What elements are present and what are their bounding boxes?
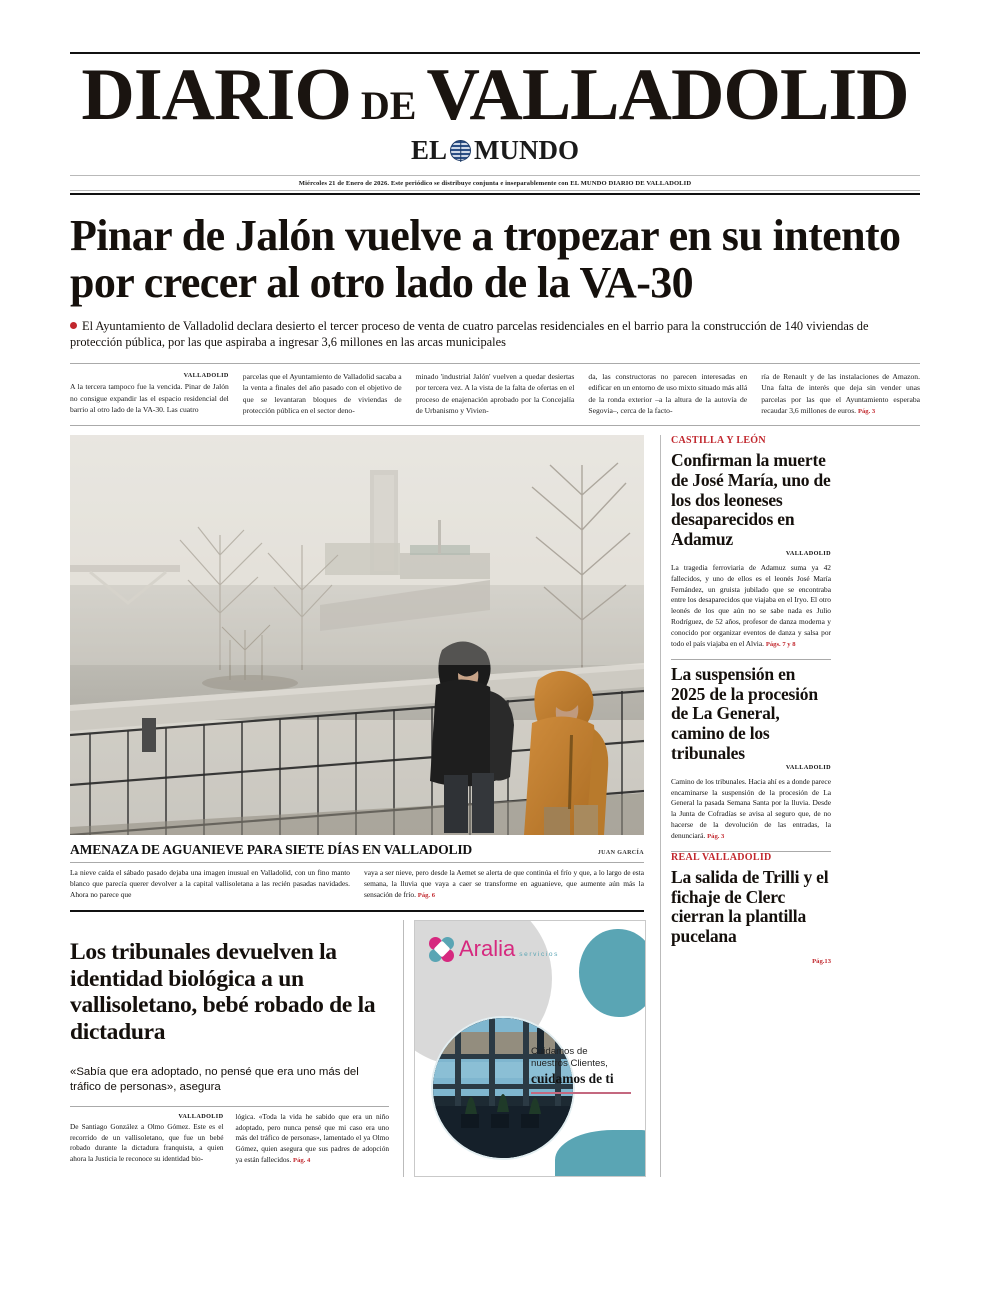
lead-column-1-text: A la tercera tampoco fue la vencida. Pinar de Jalón no consigue expandir las el espacio residencial del barrio al otro lado de la VA-30. Las cuatro: [70, 382, 229, 415]
rail-body-2: [671, 777, 831, 842]
caption-columns: [70, 868, 644, 901]
bottom-headline: Los tribunales devuelven la identidad biológica a un vallisoletano, bebé robado de la dictadura: [70, 939, 376, 1045]
bottom-grid: [70, 920, 644, 1177]
globe-icon: [450, 140, 471, 161]
bottom-columns: [70, 1112, 389, 1165]
bottom-section-rule: [70, 910, 644, 912]
right-rail: [660, 435, 831, 1177]
ad-tagline-underline: [531, 1092, 631, 1094]
lead-bottom-rule: [70, 425, 920, 426]
rail-story-castilla-leon: [671, 435, 831, 650]
photo-page-ref[interactable]: Pág. 6: [417, 891, 436, 899]
rail-page-ref-3[interactable]: Pág.13: [812, 957, 831, 965]
ad-teal-bottom-shape: [555, 1130, 646, 1177]
lead-column-1: [70, 371, 229, 417]
aralia-logo: [429, 937, 559, 962]
photo-caption-headline-row: [70, 842, 644, 858]
rail-location-1: VALLADOLID: [785, 549, 831, 557]
lead-subhead: [70, 318, 920, 351]
caption-column-2-text: vaya a ser nieve, pero desde la Aemet se alerta de que continúa el frío y que, a lo largo de esta semana, la lluvia que vaya a caer se transforme en aguanieve, que aumente aún más la sensación de frío.: [364, 868, 644, 899]
lead-column-5: [761, 371, 920, 417]
bottom-location: VALLADOLID: [178, 1113, 224, 1121]
ad-tagline-line1: Cuidamos de: [531, 1046, 588, 1058]
aralia-wordmark: [459, 935, 559, 961]
rail-headline-1: Confirman la muerte de José María, uno de los dos leoneses desaparecidos en Adamuz: [671, 450, 831, 550]
masthead: [70, 54, 920, 136]
rail-page-ref-1[interactable]: Págs. 7 y 8: [765, 640, 796, 648]
partner-text-mundo: MUNDO: [474, 135, 579, 166]
photo-caption-headline: AMENAZA DE AGUANIEVE PARA SIETE DÍAS EN VALLADOLID: [70, 842, 473, 857]
partner-logo-text: [411, 135, 579, 166]
lead-subhead-text: El Ayuntamiento de Valladolid declara desierto el tercer proceso de venta de cuatro parcelas residenciales en el barrio para la construcción de 140 viviendas de protección pública, por las que aspiraba a ingresar 3,6 millones en las arcas municipales: [70, 318, 869, 350]
rail-body-1: [671, 563, 831, 650]
main-grid: [70, 435, 920, 1177]
rail-page-ref-3-row: [671, 950, 831, 968]
lead-headline: Pinar de Jalón vuelve a tropezar en su intento por crecer al otro lado de la VA-30: [70, 211, 901, 307]
lead-location: VALLADOLID: [183, 371, 229, 379]
bottom-column-1: [70, 1112, 224, 1165]
rail-kicker-castilla-leon[interactable]: CASTILLA Y LEÓN: [671, 435, 766, 446]
partner-logo: [70, 135, 920, 166]
lead-rule: [70, 363, 920, 364]
main-photo-image: [70, 435, 644, 835]
bottom-column-2-text: lógica. «Toda la vida he sabido que era un niño adoptado, pero nunca pensé que mi caso era uno más del tráfico de personas», lamentado el ya Olmo Gómez, quien asegura que sus padres de adopción ya están fallecidos.: [235, 1112, 389, 1164]
masthead-word-valladolid: VALLADOLID: [426, 54, 909, 136]
bottom-column-1-text: De Santiago González a Olmo Gómez. Este es el recorrido de un vallisoletano, que fue un bebé robado durante la dictadura franquista, a quien ahora la Justicia le reconoce su identidad bio-: [70, 1122, 224, 1164]
rail-story-real-valladolid: [671, 852, 831, 968]
lead-column-4: da, las constructoras no parecen interesadas en edificar en un entorno de uso mixto situado más allá de la ronda exterior –a la altura de la autovía de Segovia–, cerca de la facto-: [588, 371, 748, 416]
dateline-rule: [70, 190, 920, 191]
main-photo: [70, 435, 644, 835]
main-left-column: [70, 435, 644, 1177]
ad-teal-blob: [579, 929, 646, 1017]
lead-columns: [70, 371, 920, 417]
bottom-rule: [70, 1106, 389, 1107]
masthead-bottom-rule: [70, 193, 920, 195]
masthead-word-diario: DIARIO: [81, 54, 351, 136]
bottom-page-ref[interactable]: Pág. 4: [293, 1156, 311, 1164]
rail-story-procesion: [671, 665, 831, 842]
aralia-mark-icon: [429, 937, 454, 962]
ad-tagline-line3: cuidamos de ti: [531, 1070, 614, 1086]
rail-body-1-text: La tragedia ferroviaria de Adamuz suma ya 42 fallecidos, y uno de ellos es el leonés José María Fernández, un gruista jubilado que se encontraba entre los desaparecidos que viajaba en el Iryo. El otro leonés de los que aún no se sabe nada es Julio Rodríguez, de 52 años, profesor de danza moderna y conocido por organizar eventos de danza y salsa por todo el país viajaba en el Alvia.: [671, 562, 831, 648]
photo-credit: JUAN GARCÍA: [597, 850, 644, 856]
rail-page-ref-2[interactable]: Pág. 3: [707, 833, 725, 841]
rail-headline-2: La suspensión en 2025 de la procesión de La General, camino de los tribunales: [671, 663, 818, 763]
ad-tagline: [531, 1046, 631, 1093]
dateline: Miércoles 21 de Enero de 2026. Este periódico se distribuye conjunta e inseparablemente con EL MUNDO DIARIO DE VALLADOLID: [298, 180, 692, 188]
bottom-story: [70, 920, 389, 1177]
ad-tagline-line2: nuestros Clientes,: [531, 1058, 608, 1070]
aralia-brand-sub: servicios: [519, 950, 559, 958]
aralia-advertisement[interactable]: [414, 920, 646, 1177]
caption-column-2: [364, 868, 644, 901]
bottom-subhead: «Sabía que era adoptado, no pensé que era uno más del tráfico de personas», asegura: [70, 1066, 359, 1093]
rail-kicker-real-valladolid[interactable]: REAL VALLADOLID: [671, 851, 772, 863]
lead-column-5-text: ría de Renault y de las instalaciones de Amazon. Una falta de interés que deja sin vender unas parcelas por las que el Ayuntamiento esperaba recaudar 3,6 millones de euros.: [761, 371, 920, 416]
partner-text-el: EL: [410, 135, 448, 166]
advertisement-container: [403, 920, 644, 1177]
aralia-brand-name: Aralia: [459, 935, 516, 961]
newspaper-front-page: [0, 52, 990, 1290]
rail-location-2: VALLADOLID: [785, 763, 831, 771]
rail-body-2-text: Camino de los tribunales. Hacia ahí es a donde parece encaminarse la suspensión de la procesión de La General la pasada Semana Santa por la lluvia. Desde la Junta de Cofradías se avisa al seguro que, de no hacerse de la devolución de las entradas, la denunciará.: [671, 776, 831, 841]
caption-column-1: La nieve caída el sábado pasado dejaba una imagen inusual en Valladolid, con un fino manto blanco que parecía querer devolver a la capital vallisoletana a las recién pasadas navidades. Ahora no parece que: [70, 868, 350, 899]
rail-divider-1: [671, 659, 831, 660]
bullet-icon: [70, 322, 77, 329]
lead-column-2: parcelas que el Ayuntamiento de Valladolid sacaba a la venta a finales del año pasado con el objetivo de que se levantaran bloques de viviendas de protección pública en el sector deno-: [242, 371, 402, 416]
lead-column-3: minado 'industrial Jalón' vuelven a quedar desiertas por tercera vez. A la vista de la falta de ofertas en el proceso de enajenación aprobado por la Concejalía de Urbanismo y Vivien-: [415, 371, 575, 416]
masthead-word-de: DE: [360, 83, 417, 128]
rail-headline-3: La salida de Trilli y el fichaje de Clerc cierran la plantilla pucelana: [671, 866, 829, 947]
lead-page-ref[interactable]: Pág. 3: [857, 408, 876, 416]
caption-rule: [70, 862, 644, 863]
bottom-column-2: [236, 1112, 390, 1165]
